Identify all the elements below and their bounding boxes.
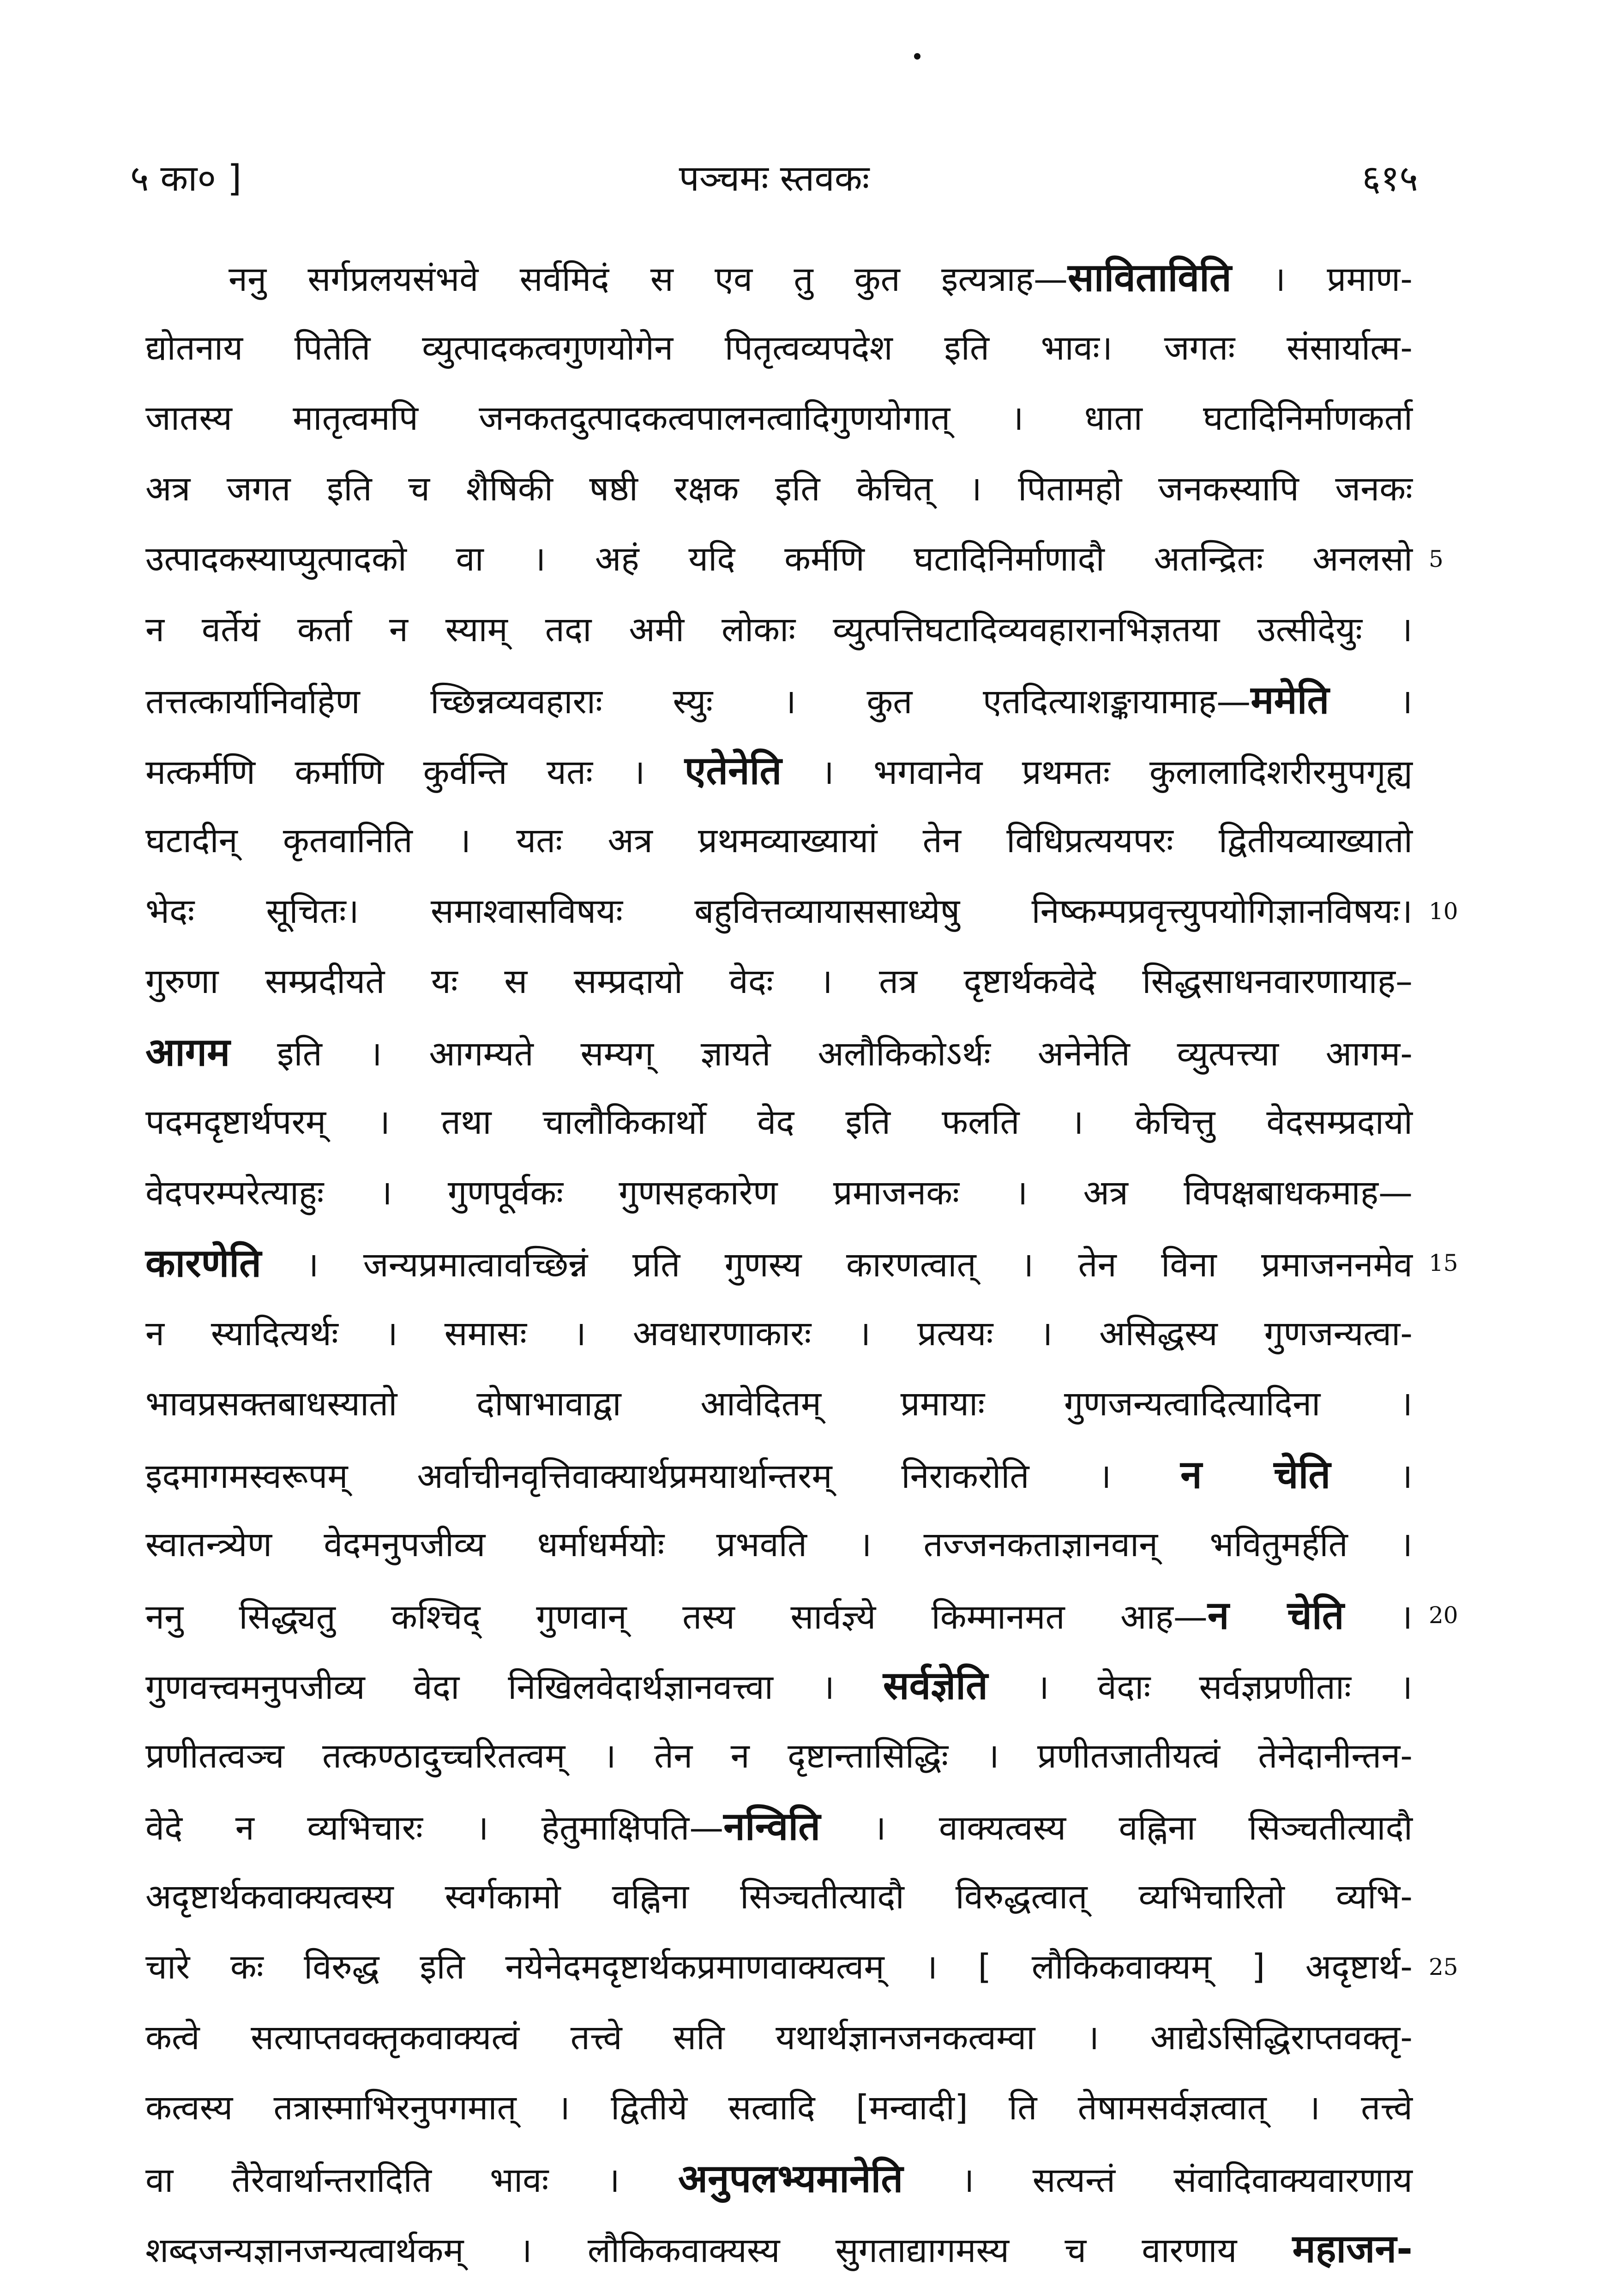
text-line [145,1158,1413,1228]
line-content [145,524,1413,595]
text-segment: । जन्यप्रमात्वावच्छिन्नं प्रति गुणस्य कारणत्वात् । तेन विना प्रमाजननमेव [261,1245,1413,1285]
text-segment: कत्वस्य तत्रास्माभिरनुपगमात् । द्वितीये सत्वादि [मन्वादी] ति तेषामसर्वज्ञत्वात् । तत्त्वे [145,2088,1413,2128]
text-line [145,2003,1413,2073]
header-chapter-title: पञ्चमः स्तवकः [679,158,870,199]
text-segment: भावप्रसक्तबाधस्यातो दोषाभावाद्वा आवेदितम् प्रमायाः गुणजन्यत्वादित्यादिना । [145,1384,1413,1424]
text-segment: । [1330,1456,1413,1496]
text-segment: । [1344,1597,1413,1637]
text-segment: । वेदाः सर्वज्ञप्रणीताः । [987,1667,1413,1707]
text-line [145,1721,1413,1792]
line-content [145,1862,1413,1932]
line-content [145,1087,1413,1158]
text-line [145,1580,1458,1651]
line-number: 15 [1429,1250,1458,1276]
text-segment: मत्कर्मणि कर्माणि कुर्वन्ति यतः । [145,752,685,792]
text-segment: । सत्यन्तं संवादिवाक्यवारणाय [903,2160,1413,2200]
line-content [145,2073,1413,2143]
text-segment: जातस्य मातृत्वमपि जनकतदुत्पादकत्वपालनत्वादिगुणयोगात् । धाता घटादिनिर्माणकर्ता [145,398,1413,438]
line-content [145,2003,1413,2073]
line-number: 5 [1429,546,1444,572]
line-content [145,1932,1413,2003]
text-line [145,946,1413,1017]
text-line [145,1369,1413,1439]
text-line [145,313,1413,384]
lemma-bold: एतेनेति [684,747,782,793]
text-segment: चारे कः विरुद्ध इति नयेनेदमदृष्टार्थकप्रमाणवाक्यत्वम् । [ लौकिकवाक्यम् ] अदृष्टार्थ- [145,1947,1413,1987]
text-segment: कत्वे सत्याप्तवक्तृकवाक्यत्वं तत्त्वे सति यथार्थज्ञानजनकत्वम्वा । आद्येऽसिद्धिराप्तवक्तृ- [145,2017,1413,2057]
line-content [145,806,1413,876]
text-line [145,242,1413,313]
text-line [145,806,1413,876]
lemma-bold: न चेति [1180,1451,1331,1497]
text-segment: गुणवत्त्वमनुपजीव्य वेदा निखिलवेदार्थज्ञानवत्त्वा । [145,1667,883,1707]
text-line [145,1862,1413,1932]
text-segment: भेदः सूचितः। समाश्वासविषयः बहुवित्तव्यायाससाध्येषु निष्कम्पप्रवृत्त्युपयोगिज्ञानविषयः। [145,891,1413,931]
lemma-bold: साविताविति [1068,255,1232,300]
line-content [145,242,1413,315]
text-line [145,2073,1413,2143]
text-line [145,1087,1413,1158]
text-line [145,1017,1413,1088]
text-segment: । भगवानेव प्रथमतः कुलालादिशरीरमुपगृह्य [782,752,1413,792]
lemma-bold: महाजन- [1292,2226,1413,2271]
text-line [145,1791,1413,1862]
text-segment: उत्पादकस्याप्युत्पादको वा । अहं यदि कर्मणि घटादिनिर्माणादौ अतन्द्रितः अनलसो [145,539,1413,579]
text-segment: । [1329,682,1413,722]
text-segment: स्वातन्त्र्येण वेदमनुपजीव्य धर्माधर्मयोः प्रभवति । तज्जनकताज्ञानवान् भवितुमर्हति । [145,1525,1413,1564]
text-segment: द्योतनाय पितेति व्युत्पादकत्वगुणयोगेन पितृत्वव्यपदेश इति भावः। जगतः संसार्यात्म- [145,328,1413,368]
line-content [145,1580,1413,1653]
line-content [145,2143,1413,2216]
text-segment: न स्यादित्यर्थः । समासः । अवधारणाकारः । प्रत्ययः । असिद्धस्य गुणजन्यत्वा- [145,1313,1413,1354]
text-segment: । प्रमाण- [1231,259,1413,299]
text-line [145,383,1413,454]
text-line [145,1299,1413,1369]
line-content [145,595,1413,665]
text-segment: प्रणीतत्वञ्च तत्कण्ठादुच्चरितत्वम् । तेन न दृष्टान्तासिद्धिः । प्रणीतजातीयत्वं तेनेदानीन्तन- [145,1736,1413,1776]
lemma-bold: नन्विति [723,1804,821,1849]
line-content [145,1017,1413,1089]
lemma-bold: ममेति [1251,677,1329,722]
line-content [145,454,1413,524]
commentary-text [145,242,1458,2284]
line-content [145,1299,1413,1369]
line-content [145,1228,1413,1300]
page-number: ६१५ [1362,158,1418,199]
scan-speck [914,53,920,60]
lemma-bold: सर्वज्ञेति [883,1663,988,1708]
lemma-bold: न चेति [1207,1592,1344,1638]
lemma-bold: कारणेति [145,1240,261,1286]
line-content [145,313,1413,384]
text-segment: घटादीन् कृतवानिति । यतः अत्र प्रथमव्याख्यायां तेन विधिप्रत्ययपरः द्वितीयव्याख्यातो [145,821,1413,860]
text-segment: । वाक्यत्वस्य वह्निना सिञ्चतीत्यादौ [820,1808,1413,1848]
text-line [145,1439,1413,1510]
line-number: 25 [1429,1954,1458,1980]
text-segment: न वर्तेयं कर्ता न स्याम् तदा अमी लोकाः व्युत्पत्तिघटादिव्यवहारानभिज्ञतया उत्सीदेयुः । [145,609,1413,650]
text-segment: ननु सिद्ध्यतु कश्चिद् गुणवान् तस्य सार्वज्ञ्ये किम्मानमत आह— [145,1597,1208,1637]
text-line [145,595,1413,665]
line-number: 20 [1429,1601,1458,1629]
text-segment: अदृष्टार्थकवाक्यत्वस्य स्वर्गकामो वह्निना सिञ्चतीत्यादौ विरुद्धत्वात् व्यभिचारितो व्यभि- [145,1877,1413,1917]
text-segment: शब्दजन्यज्ञानजन्यत्वार्थकम् । लौकिकवाक्यस्य सुगताद्यागमस्य च वारणाय [145,2231,1293,2270]
text-line [145,454,1413,524]
header-section-ref: ५ का० ] [130,158,242,199]
running-header [130,152,1418,199]
line-content [145,735,1413,808]
text-segment: तत्तत्कार्यानिर्वाहेण च्छिन्नव्यवहाराः स्युः । कुत एतदित्याशङ्कायामाह— [145,682,1251,722]
line-content [145,946,1413,1017]
text-segment: पदमदृष्टार्थपरम् । तथा चालौकिकार्थो वेद इति फलति । केचित्तु वेदसम्प्रदायो [145,1102,1413,1142]
text-segment: वेदपरम्परेत्याहुः । गुणपूर्वकः गुणसहकारेण प्रमाजनकः । अत्र विपक्षबाधकमाह— [145,1173,1413,1213]
line-number: 10 [1429,897,1458,925]
line-content [145,1369,1413,1439]
text-segment: ननु सर्गप्रलयसंभवे सर्वमिदं स एव तु कुत इत्यत्राह— [229,259,1068,299]
line-content [145,1439,1413,1512]
lemma-bold: आगम [145,1029,230,1075]
text-segment: वेदे न व्यभिचारः । हेतुमाक्षिपति— [145,1808,724,1848]
line-content [145,665,1413,737]
text-line [145,1228,1458,1299]
text-line [145,2143,1413,2214]
text-segment: अत्र जगत इति च शैषिकी षष्ठी रक्षक इति केचित् । पितामहो जनकस्यापि जनकः [145,469,1413,509]
text-segment: गुरुणा सम्प्रदीयते यः स सम्प्रदायो वेदः । तत्र दृष्टार्थकवेदे सिद्धसाधनवारणायाह– [145,962,1413,1001]
line-content [145,1721,1413,1792]
line-content [145,1650,1413,1723]
text-line [145,2214,1413,2284]
text-line [145,524,1444,595]
line-content [145,1510,1413,1580]
line-content [145,1791,1413,1864]
text-line [145,1650,1413,1721]
line-content [145,383,1413,454]
text-line [145,1932,1458,2003]
text-line [145,1510,1413,1580]
lemma-bold: अनुपलभ्यमानेति [678,2155,903,2201]
text-line [145,876,1458,947]
line-content [145,1158,1413,1228]
text-segment: इदमागमस्वरूपम् अर्वाचीनवृत्तिवाक्यार्थप्रमयार्थान्तरम् निराकरोति । [145,1456,1181,1496]
text-line [145,665,1413,735]
text-segment: इति । आगम्यते सम्यग् ज्ञायते अलौकिकोऽर्थः अनेनेति व्युत्पत्त्या आगम- [230,1034,1413,1074]
text-segment: वा तैरेवार्थान्तरादिति भावः । [145,2160,678,2200]
text-line [145,735,1413,806]
line-content [145,876,1413,947]
line-content [145,2214,1413,2286]
